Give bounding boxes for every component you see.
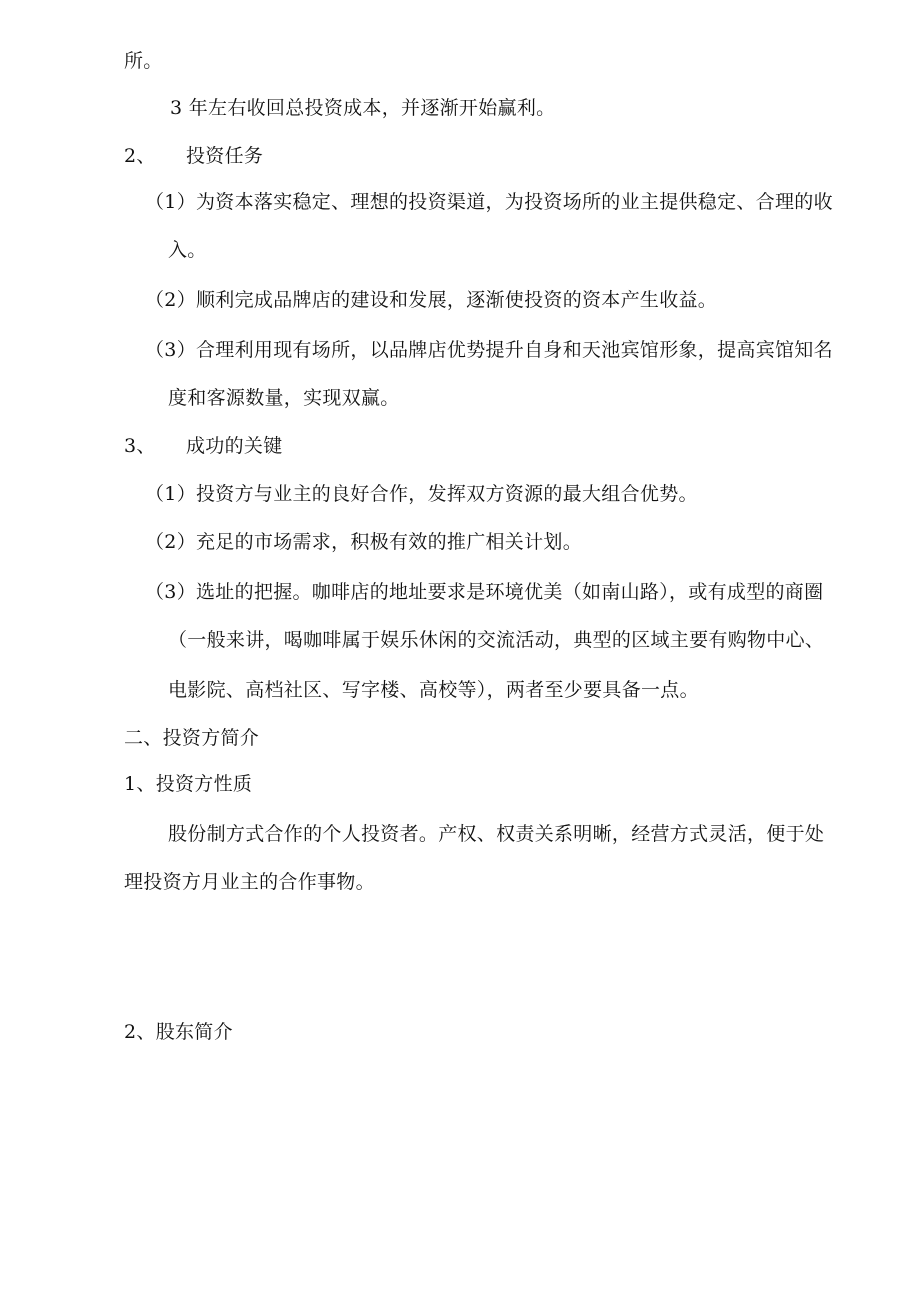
list-item: （2）顺利完成品牌店的建设和发展，逐渐使投资的资本产生收益。 [145, 289, 718, 311]
section-heading: 成功的关键 [186, 435, 283, 457]
section-heading: 1、投资方性质 [124, 773, 253, 795]
list-item: （2）充足的市场需求，积极有效的推广相关计划。 [145, 531, 582, 553]
text-line: 度和客源数量，实现双赢。 [168, 387, 400, 409]
section-heading: 2、股东简介 [124, 1021, 233, 1043]
section-number: 3、 [124, 435, 156, 457]
section-number: 2、 [124, 145, 156, 167]
list-item: （3）合理利用现有场所，以品牌店优势提升自身和天池宾馆形象，提高宾馆知名 [145, 339, 833, 361]
text-line: 股份制方式合作的个人投资者。产权、权责关系明晰，经营方式灵活，便于处 [168, 823, 825, 845]
list-item: （1）为资本落实稳定、理想的投资渠道，为投资场所的业主提供稳定、合理的收 [145, 191, 833, 213]
list-item: （3）选址的把握。咖啡店的地址要求是环境优美（如南山路），或有成型的商圈 [145, 581, 824, 603]
text-line: 入。 [168, 239, 207, 261]
text-line: 电影院、高档社区、写字楼、高校等），两者至少要具备一点。 [168, 679, 699, 701]
chapter-heading: 二、投资方简介 [124, 727, 260, 749]
text-line: （一般来讲，喝咖啡属于娱乐休闲的交流活动，典型的区域主要有购物中心、 [168, 629, 825, 651]
section-heading: 投资任务 [186, 145, 264, 167]
text-line: 理投资方月业主的合作事物。 [124, 871, 375, 893]
text-line: 所。 [124, 50, 163, 72]
text-line: 3 年左右收回总投资成本，并逐渐开始赢利。 [170, 97, 556, 119]
list-item: （1）投资方与业主的良好合作，发挥双方资源的最大组合优势。 [145, 483, 698, 505]
